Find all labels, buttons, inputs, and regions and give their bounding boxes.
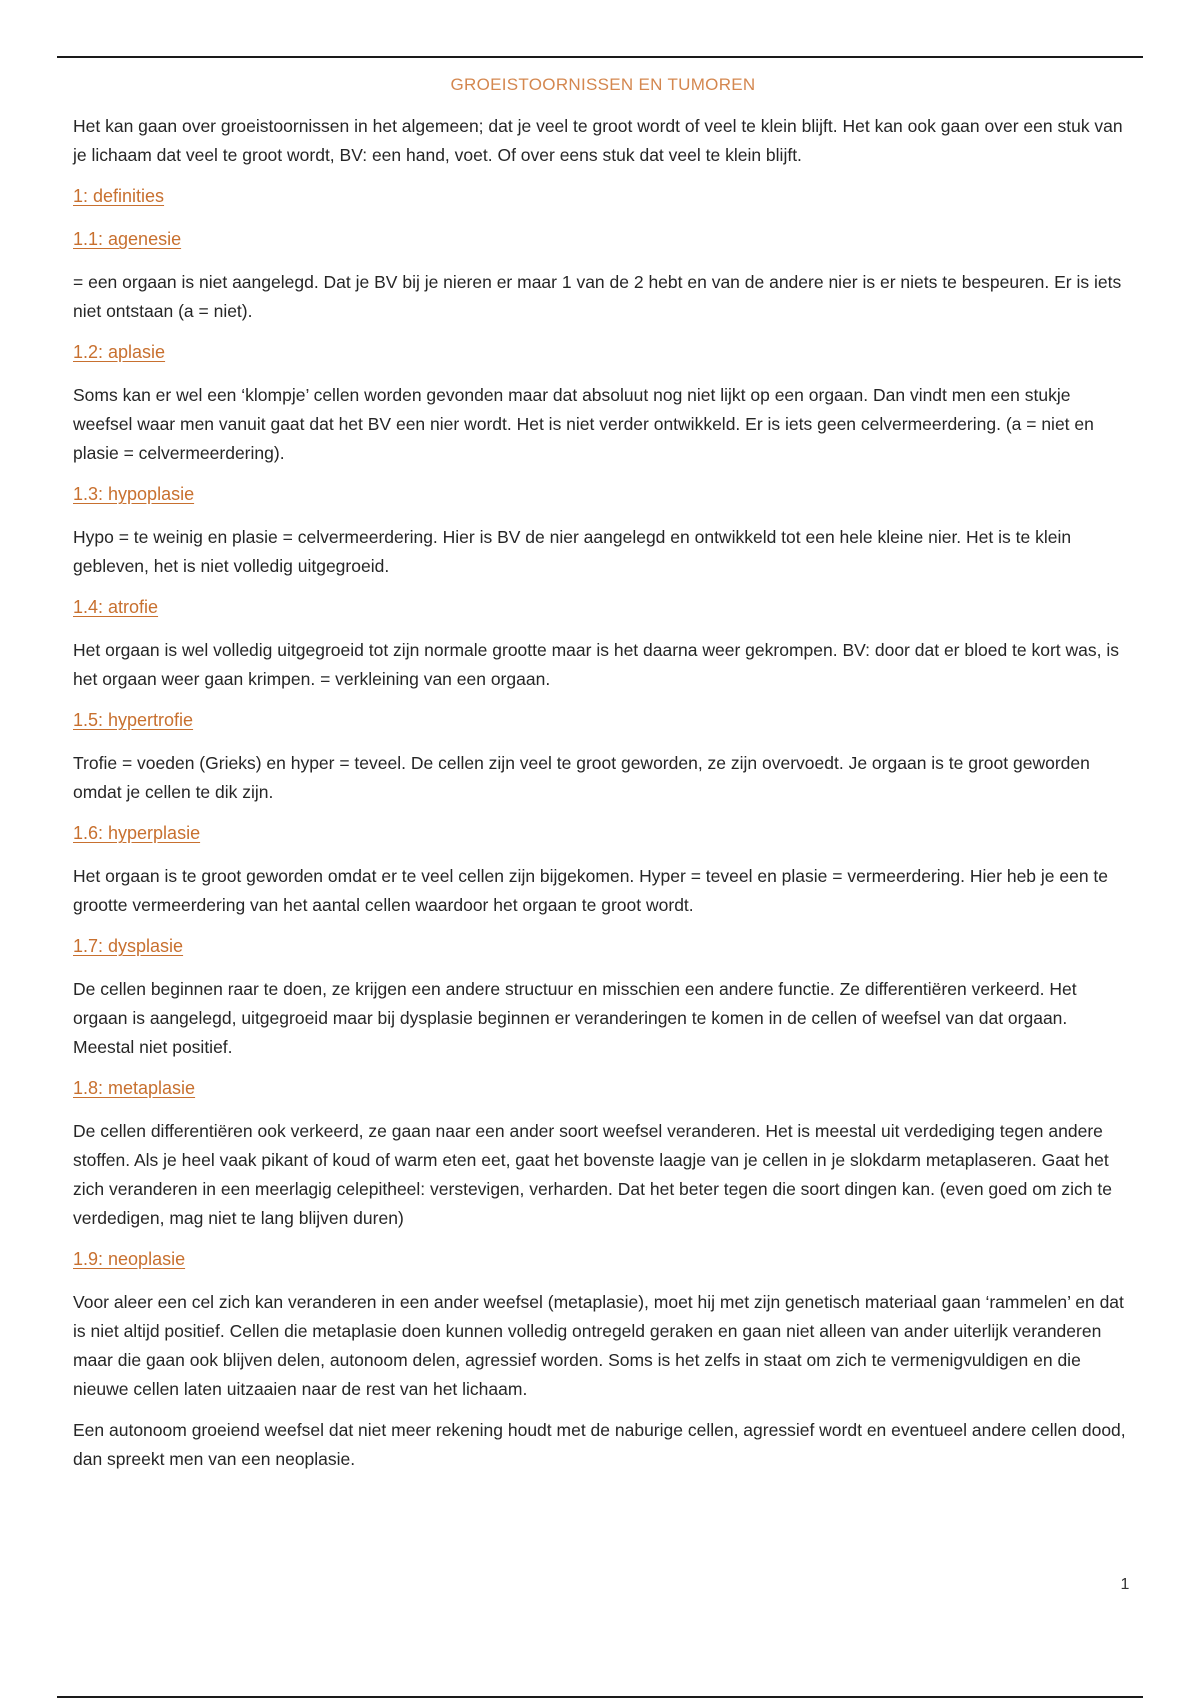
- page-number: 1: [1120, 1576, 1130, 1593]
- subsection-paragraph: De cellen differentiëren ook verkeerd, ze gaan naar een ander soort weefsel veranderen. Het is meestal uit verdediging tegen andere stoffen. Als je heel vaak pikant of koud of warm eten eet, gaat het bovenste laagje van je cellen in je slokdarm metaplaseren. Gaat het zich veranderen in een meerlagig celepitheel: verstevigen, verharden. Dat het beter tegen die soort dingen kan. (even goed om zich te verdedigen, mag niet te lang blijven duren): [73, 1121, 1112, 1228]
- subsection-paragraph: Het orgaan is wel volledig uitgegroeid tot zijn normale grootte maar is het daarna weer gekrompen. BV: door dat er bloed te kort was, is het orgaan weer gaan krimpen. = verkleining van een orgaan.: [73, 640, 1120, 689]
- subsection-heading-label: 1.6: hyperplasie: [73, 823, 201, 843]
- subsection-paragraph: De cellen beginnen raar te doen, ze krijgen een andere structuur en misschien een andere functie. Ze differentiëren verkeerd. Het orgaan is aangelegd, uitgegroeid maar bij dysplasie beginnen er veranderingen te komen in de cellen of weefsel van dat orgaan. Meestal niet positief.: [73, 979, 1077, 1057]
- subsection-paragraph: = een orgaan is niet aangelegd. Dat je BV bij je nieren er maar 1 van de 2 hebt en van de andere nier is er niets te bespeuren. Er is iets niet ontstaan (a = niet).: [73, 272, 1122, 321]
- subsection-heading-label: 1.4: atrofie: [73, 597, 159, 617]
- subsection-paragraph: Hypo = te weinig en plasie = celvermeerdering. Hier is BV de nier aangelegd en ontwikkeld tot een hele kleine nier. Het is te klein gebleven, het is niet volledig uitgegroeid.: [73, 527, 1072, 576]
- subsection-heading: [73, 225, 1133, 253]
- subsection-heading: [73, 1074, 1133, 1102]
- subsection-heading-label: 1.9: neoplasie: [73, 1249, 186, 1269]
- subsection-heading: [73, 338, 1133, 366]
- page-content: [73, 72, 1133, 1486]
- section-heading-label: 1: definities: [73, 186, 165, 206]
- intro-paragraph: Het kan gaan over groeistoornissen in het algemeen; dat je veel te groot wordt of veel te klein blijft. Het kan ook gaan over een stuk van je lichaam dat veel te groot wordt, BV: een hand, voet. Of over eens stuk dat veel te klein blijft.: [73, 116, 1123, 165]
- subsection-paragraph: Een autonoom groeiend weefsel dat niet meer rekening houdt met de naburige cellen, agressief wordt en eventueel andere cellen dood, dan spreekt men van een neoplasie.: [73, 1420, 1126, 1469]
- subsection-heading: [73, 480, 1133, 508]
- subsection-paragraph: Voor aleer een cel zich kan veranderen in een ander weefsel (metaplasie), moet hij met zijn genetisch materiaal gaan ‘rammelen’ en dat is niet altijd positief. Cellen die metaplasie doen kunnen volledig ontregeld geraken en gaan niet alleen van ander uiterlijk veranderen maar die gaan ook blijven delen, autonoom delen, agressief worden. Soms is het zelfs in staat om zich te vermenigvuldigen en die nieuwe cellen laten uitzaaien naar de rest van het lichaam.: [73, 1292, 1124, 1399]
- subsection-heading-label: 1.3: hypoplasie: [73, 484, 195, 504]
- subsection-heading-label: 1.2: aplasie: [73, 342, 166, 362]
- subsection-paragraph: Trofie = voeden (Grieks) en hyper = teveel. De cellen zijn veel te groot geworden, ze zijn overvoedt. Je orgaan is te groot geworden omdat je cellen te dik zijn.: [73, 753, 1090, 802]
- subsection-paragraph: Het orgaan is te groot geworden omdat er te veel cellen zijn bijgekomen. Hyper = teveel en plasie = vermeerdering. Hier heb je een te grootte vermeerdering van het aantal cellen waardoor het orgaan te groot wordt.: [73, 866, 1109, 915]
- subsection-heading: [73, 593, 1133, 621]
- subsection-paragraph: Soms kan er wel een ‘klompje’ cellen worden gevonden maar dat absoluut nog niet lijkt op een orgaan. Dan vindt men een stukje weefsel waar men vanuit gaat dat het BV een nier wordt. Het is niet verder ontwikkeld. Er is iets geen celvermeerdering. (a = niet en plasie = celvermeerdering).: [73, 385, 1094, 463]
- subsection-heading: [73, 706, 1133, 734]
- subsection-heading: [73, 1245, 1133, 1273]
- footer-rule: [57, 1696, 1143, 1698]
- subsection-heading: [73, 819, 1133, 847]
- subsection-heading-label: 1.5: hypertrofie: [73, 710, 194, 730]
- subsection-heading-label: 1.7: dysplasie: [73, 936, 184, 956]
- subsection-heading: [73, 932, 1133, 960]
- subsection-heading-label: 1.8: metaplasie: [73, 1078, 196, 1098]
- header-rule: [57, 56, 1143, 58]
- section-heading-definities: [73, 182, 1133, 210]
- document-title: GROEISTOORNISSEN EN TUMOREN: [450, 75, 756, 94]
- subsection-heading-label: 1.1: agenesie: [73, 229, 182, 249]
